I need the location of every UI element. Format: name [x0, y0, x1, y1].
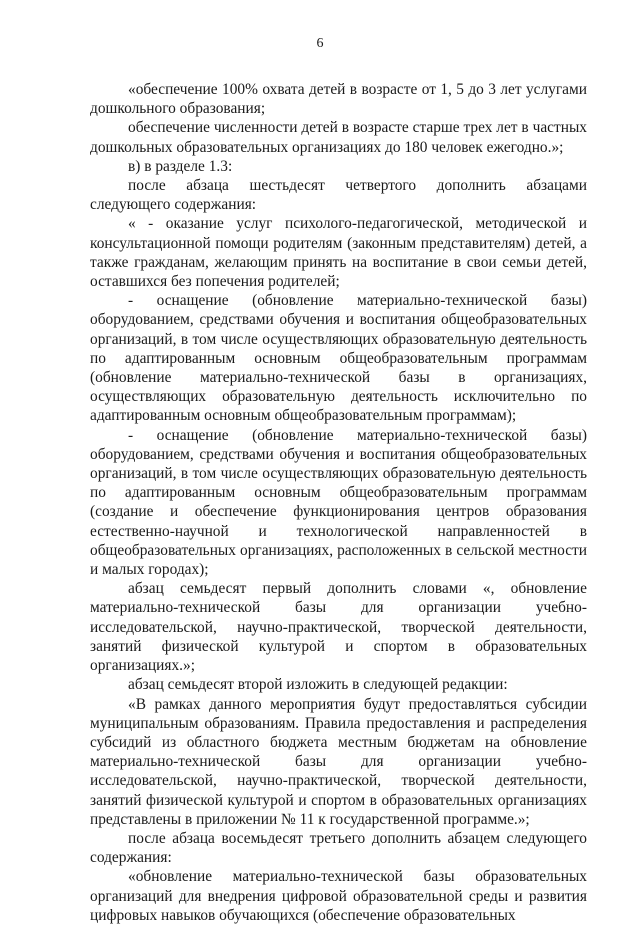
paragraph-equipment-rural-centers: - оснащение (обновление материально-технической базы) оборудованием, средствами обучения и воспитания общеобразовательных организаций, в том числе осуществляющих образовательную деятельность по адаптированным основным общеобразовательным программам (создание и обеспечение функционирования центров образования естественно-научной и технологической направленностей в общеобразовательных организациях, расположенных в сельской местности и малых городах); [90, 426, 587, 579]
document-body [90, 80, 587, 925]
page-number: 6 [316, 36, 324, 51]
paragraph-digital-environment: «обновление материально-технической базы образовательных организаций для внедрения цифровой образовательной среды и развития цифровых навыков обучающихся (обеспечение образовательных [90, 868, 587, 924]
paragraph-coverage-goal: «обеспечение 100% охвата детей в возрасте от 1, 5 до 3 лет услугами дошкольного образования; [90, 81, 587, 118]
paragraph-subsidies: «В рамках данного мероприятия будут предоставляться субсидии муниципальным образованиям. Правила предоставления и распределения субсидий из областного бюджета местным бюджетам на обновление материально-технической базы для организации учебно-исследовательской, научно-практической, творческой деятельности, занятий физической культурой и спортом в образовательных организациях представлены в приложении № 11 к государственной программе.»; [90, 695, 587, 828]
paragraph-add-after-83: после абзаца восемьдесят третьего дополнить абзацем следующего содержания: [90, 829, 587, 867]
paragraph-equipment-adapted: - оснащение (обновление материально-технической базы) оборудованием, средствами обучения и воспитания общеобразовательных организаций, в том числе осуществляющих образовательную деятельность по адаптированным основным общеобразовательным программам (обновление материально-технической базы в организациях, осуществляющих образовательную деятельность исключительно по адаптированным основным общеобразовательным программам); [90, 292, 587, 425]
paragraph-private-kindergartens: обеспечение численности детей в возрасте старше трех лет в частных дошкольных образовательных организациях до 180 человек ежегодно.»; [90, 119, 587, 156]
paragraph-71-addition: абзац семьдесят первый дополнить словами «, обновление материально-технической базы для организации учебно-исследовательской, научно-практической, творческой деятельности, занятий физической культурой и спортом в образовательных организациях.»; [90, 580, 587, 675]
paragraph-add-after-64: после абзаца шестьдесят четвертого дополнить абзацами следующего содержания: [90, 177, 587, 214]
paragraph-72-new-edition: абзац семьдесят второй изложить в следующей редакции: [128, 676, 508, 694]
paragraph-consulting-services: « - оказание услуг психолого-педагогической, методической и консультационной помощи родителям (законным представителям) детей, а также гражданам, желающим принять на воспитание в свои семьи детей, оставшихся без попечения родителей; [90, 215, 587, 291]
paragraph-section-1-3: в) в разделе 1.3: [128, 157, 233, 175]
